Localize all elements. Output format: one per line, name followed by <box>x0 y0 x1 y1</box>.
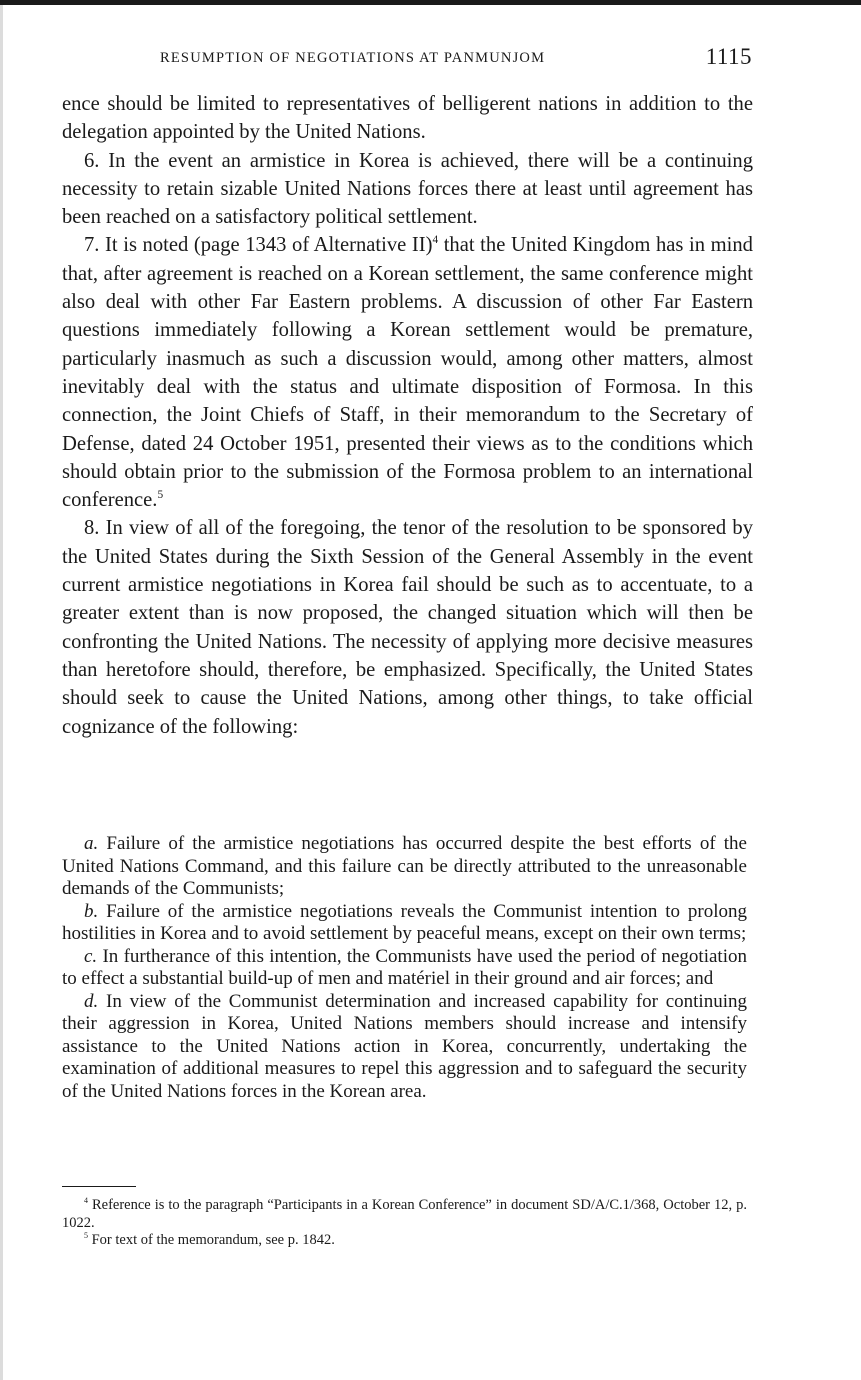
list-item-label: d. <box>84 990 99 1012</box>
footnotes <box>62 1197 747 1250</box>
page-left-edge <box>0 5 3 1380</box>
footnote-mark: 5 <box>84 1231 88 1241</box>
top-border <box>0 0 861 5</box>
list-item-b <box>62 901 747 946</box>
paragraph-7-part-b: that the United Kingdom has in mind that, after agreement is reached on a Korean settlement, the same conference might also deal with other Far Eastern problems. A discussion of other Far Eastern questions immediately following a Korean settlement would be premature, particularly inasmuch as such a discussion would, among other matters, almost inevitably deal with the status and ultimate disposition of Formosa. In this connection, the Joint Chiefs of Staff, in their memorandum to the Secretary of Defense, dated 24 October 1951, presented their views as to the conditions which should obtain prior to the submission of the Formosa problem to an international conference. <box>62 234 753 512</box>
page-number: 1115 <box>705 44 752 69</box>
footnote-ref-4[interactable]: 4 <box>432 234 439 247</box>
enumerated-list <box>62 833 747 1103</box>
paragraph-continued: ence should be limited to representatives of belligerent nations in addition to the delegation appointed by the United Nations. <box>62 93 753 144</box>
main-text <box>62 90 753 741</box>
list-item-a <box>62 833 747 901</box>
footnote-5 <box>62 1232 747 1250</box>
list-item-text: Failure of the armistice negotiations has occurred despite the best efforts of the United Nations Command, and this failure can be directly attributed to the unreasonable demands of the Communists; <box>62 833 747 899</box>
footnote-divider <box>62 1186 136 1187</box>
paragraph-7 <box>62 231 753 514</box>
paragraph-8: 8. In view of all of the foregoing, the tenor of the resolution to be sponsored by the United States during the Sixth Session of the General Assembly in the event current armistice negotiations in Korea fail should be such as to accentuate, to a greater extent than is now proposed, the changed situation which will then be confronting the United Nations. The necessity of applying more decisive measures than heretofore should, therefore, be emphasized. Specifically, the United States should seek to cause the United Nations, among other things, to take official cognizance of the following: <box>62 517 753 738</box>
list-item-label: c. <box>84 945 98 967</box>
list-item-c <box>62 946 747 991</box>
list-item-text: Failure of the armistice negotiations reveals the Communist intention to prolong hostilities in Korea and to avoid settlement by peaceful means, except on their own terms; <box>62 900 747 944</box>
list-item-text: In furtherance of this intention, the Communists have used the period of negotiation to effect a substantial build-up of men and matériel in their ground and air forces; and <box>62 945 747 989</box>
footnote-4 <box>62 1197 747 1232</box>
paragraph-7-part-a: 7. It is noted (page 1343 of Alternative II) <box>84 234 433 257</box>
footnote-text: Reference is to the paragraph “Participants in a Korean Conference” in document SD/A/C.1/368, October 12, p. 1022. <box>62 1197 747 1231</box>
list-item-label: b. <box>84 900 99 922</box>
running-title: RESUMPTION OF NEGOTIATIONS AT PANMUNJOM <box>160 50 546 66</box>
page-header <box>62 44 754 74</box>
list-item-d <box>62 991 747 1104</box>
footnote-mark: 4 <box>84 1196 88 1206</box>
paragraph-6: 6. In the event an armistice in Korea is achieved, there will be a continuing necessity to retain sizable United Nations forces there at least until agreement has been reached on a satisfactory political settlement. <box>62 149 753 229</box>
list-item-label: a. <box>84 833 99 854</box>
list-item-text: In view of the Communist determination and increased capability for continuing their aggression in Korea, United Nations members should increase and intensify assistance to the United Nations action in Korea, concurrently, undertaking the examination of additional measures to repel this aggression and to safeguard the security of the United Nations forces in the Korean area. <box>62 990 747 1102</box>
footnote-ref-5[interactable]: 5 <box>157 489 164 502</box>
footnote-text: For text of the memorandum, see p. 1842. <box>87 1232 335 1248</box>
